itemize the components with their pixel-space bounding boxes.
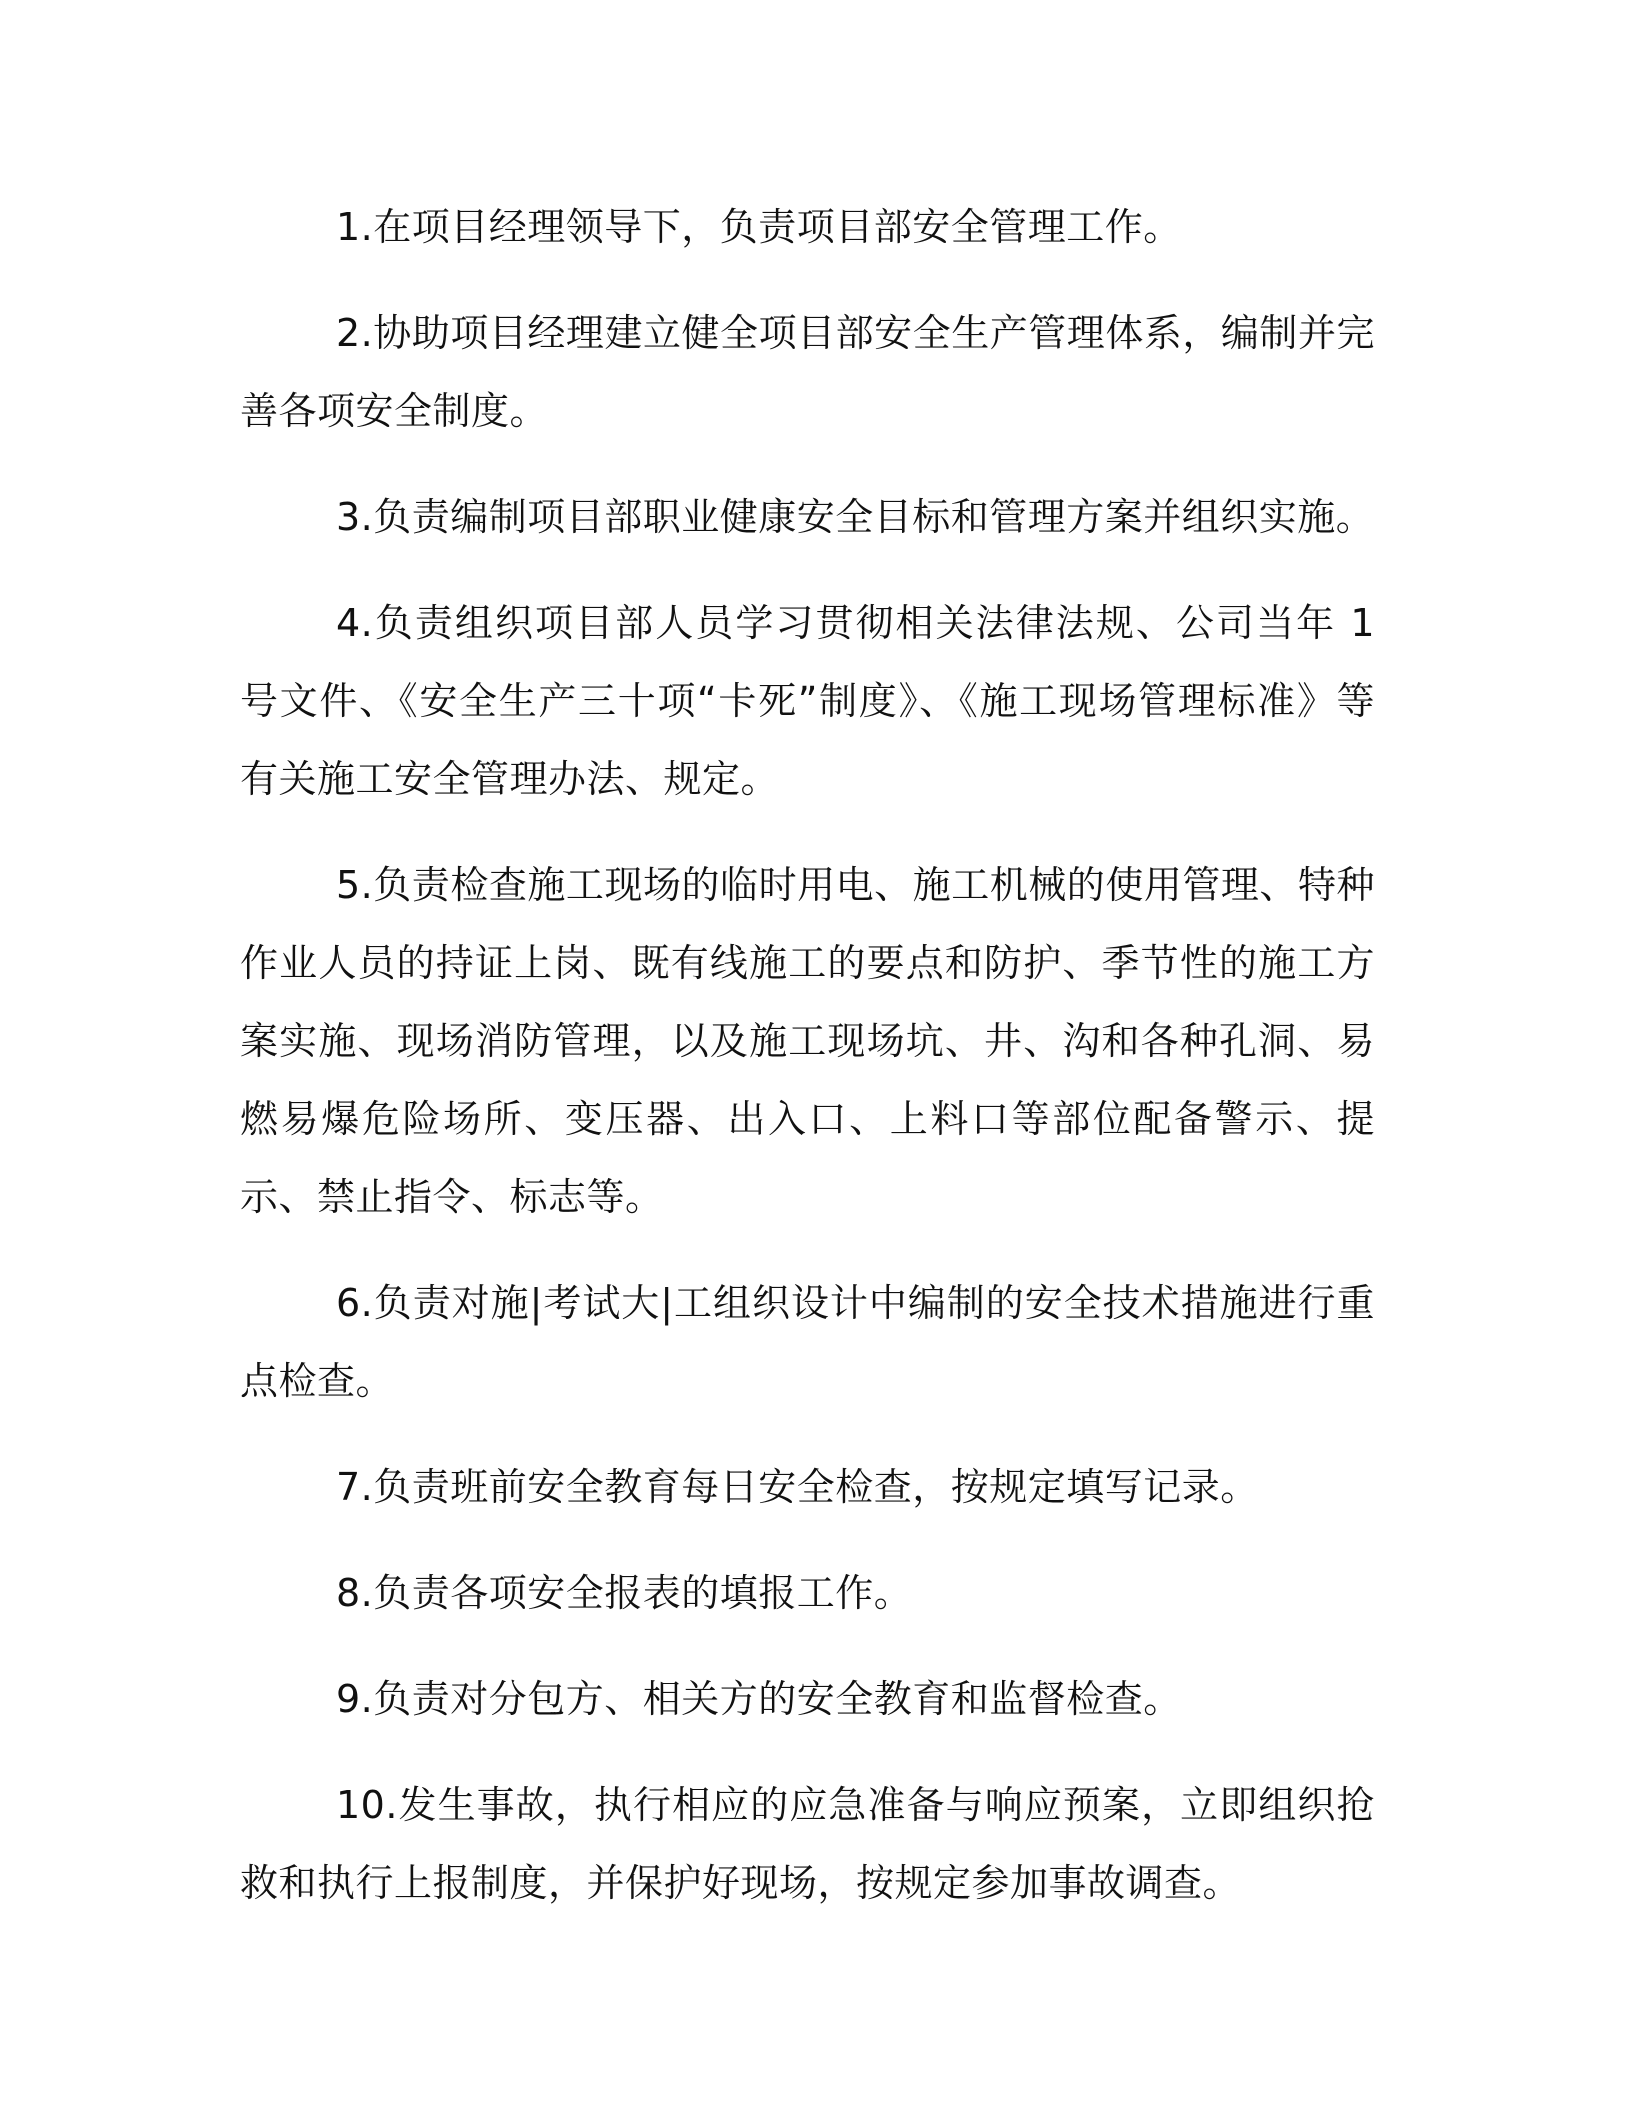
- paragraph-3: 3.负责编制项目部职业健康安全目标和管理方案并组织实施。: [336, 495, 1375, 539]
- paragraph-4: 4.负责组织项目部人员学习贯彻相关法律法规、公司当年 1 号文件、《安全生产三十项“卡死”制度》、《施工现场管理标准》等有关施工安全管理办法、规定。: [240, 601, 1375, 801]
- paragraph-7: 7.负责班前安全教育每日安全检查，按规定填写记录。: [336, 1465, 1259, 1509]
- document-body: [240, 188, 1375, 1950]
- paragraph-8: 8.负责各项安全报表的填报工作。: [336, 1571, 913, 1615]
- paragraph-1: 1.在项目经理领导下，负责项目部安全管理工作。: [336, 205, 1182, 249]
- paragraph-10: 10.发生事故，执行相应的应急准备与响应预案，立即组织抢救和执行上报制度，并保护好现场，按规定参加事故调查。: [240, 1783, 1375, 1905]
- paragraph-6: 6.负责对施|考试大|工组织设计中编制的安全技术措施进行重点检查。: [240, 1281, 1375, 1403]
- paragraph-2: 2.协助项目经理建立健全项目部安全生产管理体系，编制并完善各项安全制度。: [240, 311, 1375, 433]
- paragraph-5: 5.负责检查施工现场的临时用电、施工机械的使用管理、特种作业人员的持证上岗、既有线施工的要点和防护、季节性的施工方案实施、现场消防管理，以及施工现场坑、井、沟和各种孔洞、易燃易爆危险场所、变压器、出入口、上料口等部位配备警示、提示、禁止指令、标志等。: [240, 863, 1375, 1219]
- paragraph-9: 9.负责对分包方、相关方的安全教育和监督检查。: [336, 1677, 1182, 1721]
